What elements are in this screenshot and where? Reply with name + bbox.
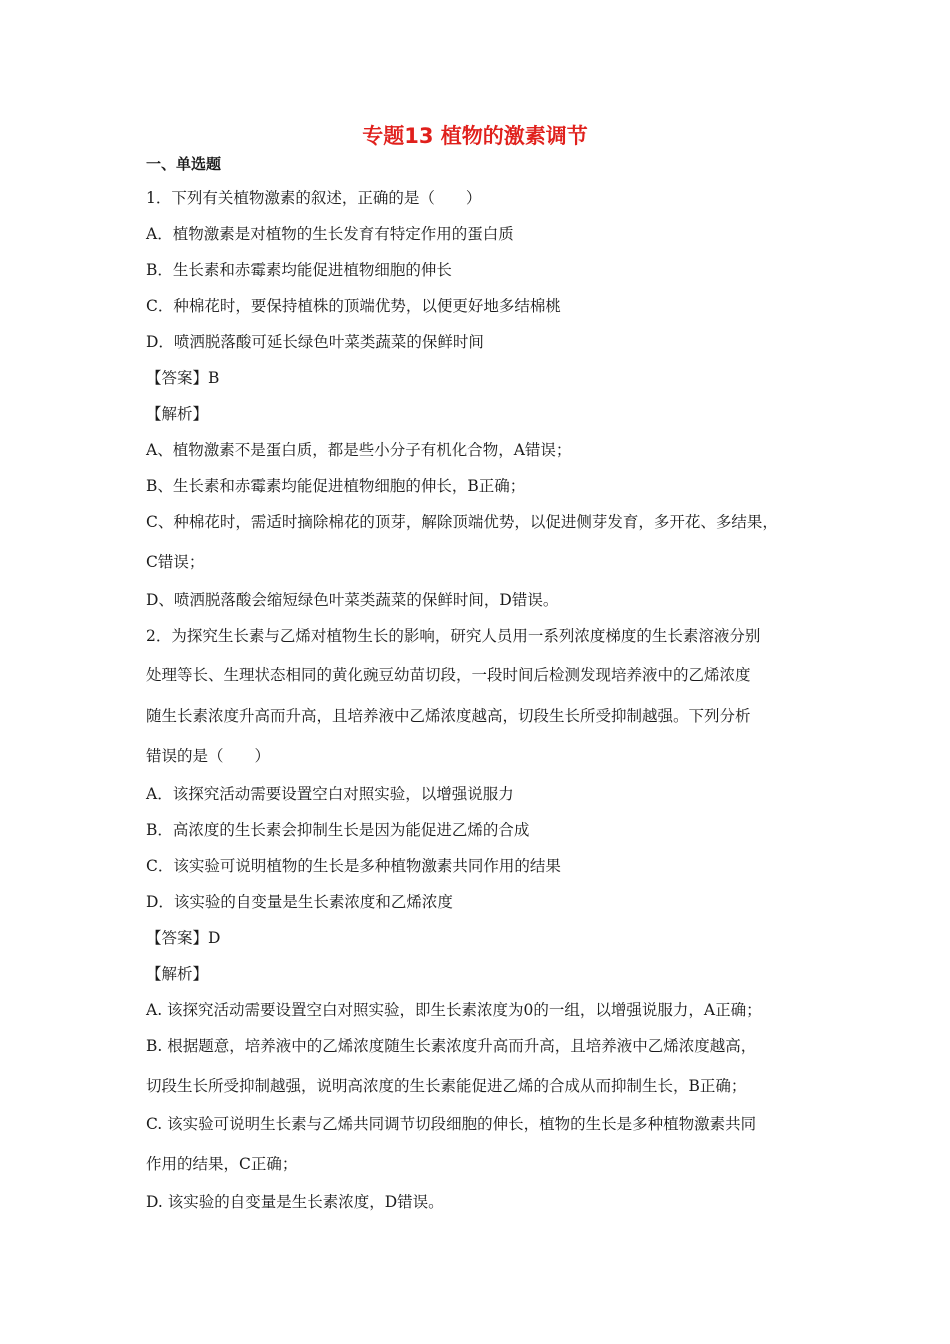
q1-analysis-line: C、种棉花时，需适时摘除棉花的顶芽，解除顶端优势，以促进侧芽发育，多开花、多结果， [146,513,778,531]
q2-stem-line: 2．为探究生长素与乙烯对植物生长的影响，研究人员用一系列浓度梯度的生长素溶液分别 [146,627,761,645]
q1-analysis-line: B、生长素和赤霉素均能促进植物细胞的伸长，B正确； [146,477,526,495]
q2-option-b: B．高浓度的生长素会抑制生长是因为能促进乙烯的合成 [146,821,530,839]
q2-analysis-line: C. 该实验可说明生长素与乙烯共同调节切段细胞的伸长，植物的生长是多种植物激素共同 [146,1115,757,1133]
q1-analysis-line: D、喷洒脱落酸会缩短绿色叶菜类蔬菜的保鲜时间，D错误。 [146,591,559,609]
q2-option-c: C．该实验可说明植物的生长是多种植物激素共同作用的结果 [146,857,561,875]
q2-stem-line: 随生长素浓度升高而升高，且培养液中乙烯浓度越高，切段生长所受抑制越强。下列分析 [146,707,751,725]
page-title: 专题13 植物的激素调节 [362,124,588,148]
q2-analysis-line: 作用的结果，C正确； [146,1155,298,1173]
q1-option-c: C．种棉花时，要保持植株的顶端优势，以便更好地多结棉桃 [146,297,561,315]
q2-analysis-line: A. 该探究活动需要设置空白对照实验，即生长素浓度为0的一组，以增强说服力，A正确； [146,1001,762,1019]
q2-analysis-label: 【解析】 [146,965,209,983]
q2-option-d: D．该实验的自变量是生长素浓度和乙烯浓度 [146,893,453,911]
q1-analysis-label: 【解析】 [146,405,209,423]
q2-answer: 【答案】D [146,929,221,947]
q2-option-a: A．该探究活动需要设置空白对照实验，以增强说服力 [146,785,514,803]
q1-analysis-line: C错误； [146,553,205,571]
q1-stem: 1．下列有关植物激素的叙述，正确的是（ ） [146,189,482,207]
q2-stem-line: 处理等长、生理状态相同的黄化豌豆幼苗切段，一段时间后检测发现培养液中的乙烯浓度 [146,666,751,684]
q2-analysis-line: D. 该实验的自变量是生长素浓度，D错误。 [146,1193,444,1211]
q2-analysis-line: 切段生长所受抑制越强，说明高浓度的生长素能促进乙烯的合成从而抑制生长，B正确； [146,1077,747,1095]
q1-option-d: D．喷洒脱落酸可延长绿色叶菜类蔬菜的保鲜时间 [146,333,484,351]
section-heading: 一、单选题 [146,155,222,173]
q1-analysis-line: A、植物激素不是蛋白质，都是些小分子有机化合物，A错误； [146,441,572,459]
q2-analysis-line: B. 根据题意，培养液中的乙烯浓度随生长素浓度升高而升高，且培养液中乙烯浓度越高， [146,1037,757,1055]
q1-answer: 【答案】B [146,369,220,387]
q1-option-a: A．植物激素是对植物的生长发育有特定作用的蛋白质 [146,225,514,243]
q1-option-b: B．生长素和赤霉素均能促进植物细胞的伸长 [146,261,452,279]
q2-stem-line: 错误的是（ ） [146,747,271,765]
